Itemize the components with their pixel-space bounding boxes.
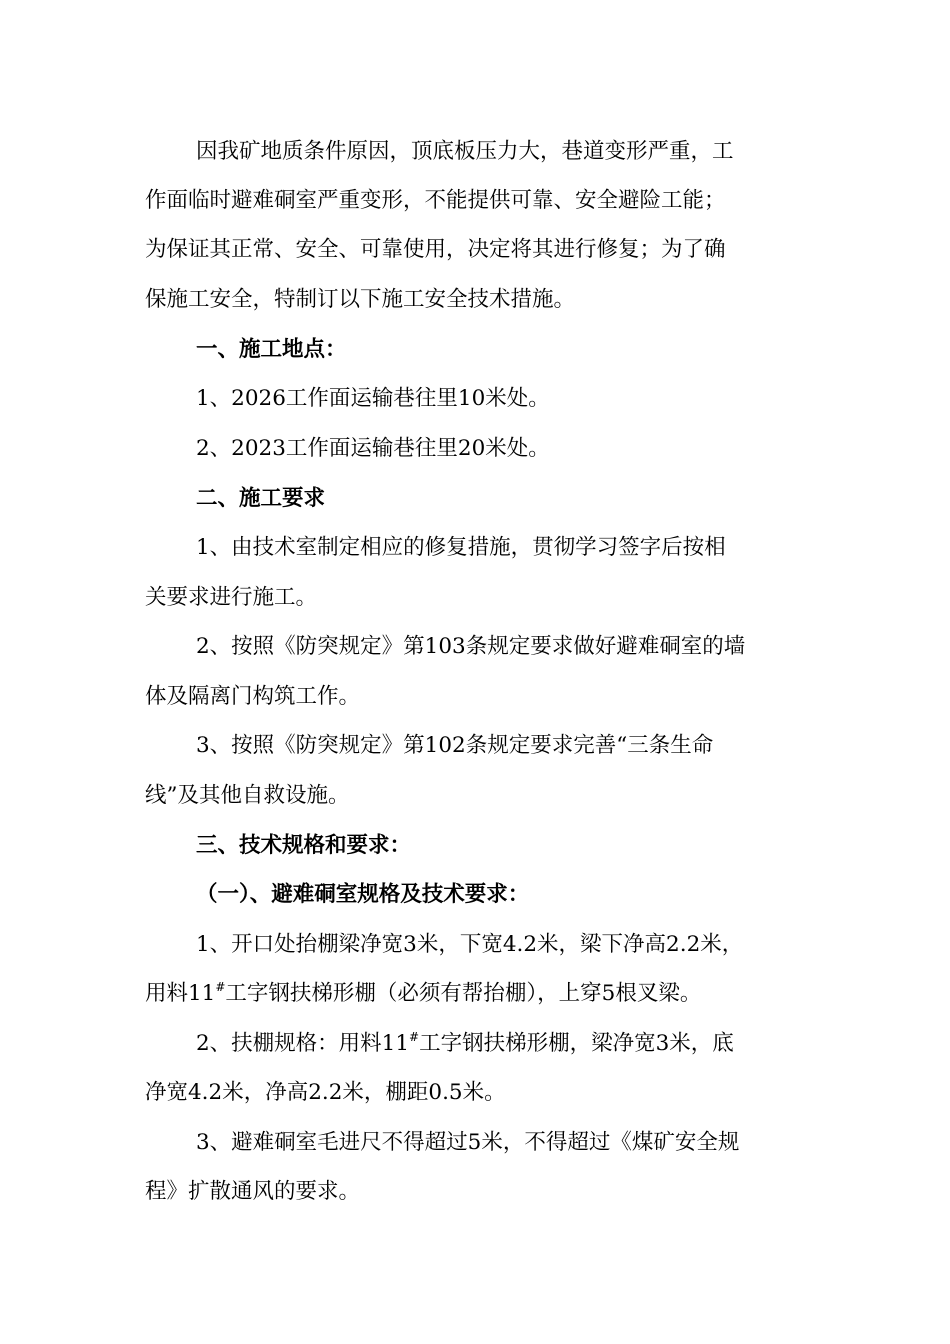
intro-line-2: 作面临时避难硐室严重变形，不能提供可靠、安全避险工能； [145, 188, 726, 213]
section-2-item-2-line-1: 2、按照《防突规定》第103条规定要求做好避难硐室的墙 [196, 634, 746, 659]
steel-number-mark: # [215, 980, 226, 994]
item-1-material-suffix: 工字钢扶梯形棚（必须有帮抬棚），上穿5根叉梁。 [225, 981, 702, 1006]
section-1-item-1: 1、2026工作面运输巷往里10米处。 [196, 386, 550, 411]
section-1-heading: 一、施工地点： [196, 337, 347, 362]
item-2-material-prefix: 2、扶棚规格：用料11 [196, 1031, 410, 1056]
section-3-subheading: （一）、避难硐室规格及技术要求： [196, 882, 530, 907]
section-2-item-3-line-1: 3、按照《防突规定》第102条规定要求完善“三条生命 [196, 733, 714, 758]
section-2-item-1-line-1: 1、由技术室制定相应的修复措施，贯彻学习签字后按相 [196, 535, 726, 560]
section-2-item-1-line-2: 关要求进行施工。 [145, 585, 318, 610]
intro-line-1: 因我矿地质条件原因，顶底板压力大，巷道变形严重，工 [196, 139, 734, 164]
steel-number-mark: # [409, 1030, 420, 1044]
intro-line-4: 保施工安全，特制订以下施工安全技术措施。 [145, 287, 576, 312]
item-1-material-prefix: 用料11 [145, 981, 216, 1006]
section-3-heading: 三、技术规格和要求： [196, 833, 412, 858]
item-2-material-suffix: 工字钢扶梯形棚，梁净宽3米，底 [419, 1031, 734, 1056]
section-3-item-3-line-1: 3、避难硐室毛进尺不得超过5米，不得超过《煤矿安全规 [196, 1130, 740, 1155]
section-1-item-2: 2、2023工作面运输巷往里20米处。 [196, 436, 550, 461]
section-3-item-1-line-2 [145, 979, 825, 1009]
section-3-item-2-line-1 [196, 1029, 826, 1059]
section-2-item-2-line-2: 体及隔离门构筑工作。 [145, 684, 361, 709]
section-2-heading: 二、施工要求 [196, 486, 326, 511]
section-3-item-3-line-2: 程》扩散通风的要求。 [145, 1179, 361, 1204]
section-2-item-3-line-2: 线”及其他自救设施。 [145, 783, 350, 808]
intro-line-3: 为保证其正常、安全、可靠使用，决定将其进行修复；为了确 [145, 237, 726, 262]
section-3-item-1-line-1: 1、开口处抬棚梁净宽3米，下宽4.2米，梁下净高2.2米， [196, 932, 744, 957]
section-3-item-2-line-2: 净宽4.2米，净高2.2米，棚距0.5米。 [145, 1080, 506, 1105]
